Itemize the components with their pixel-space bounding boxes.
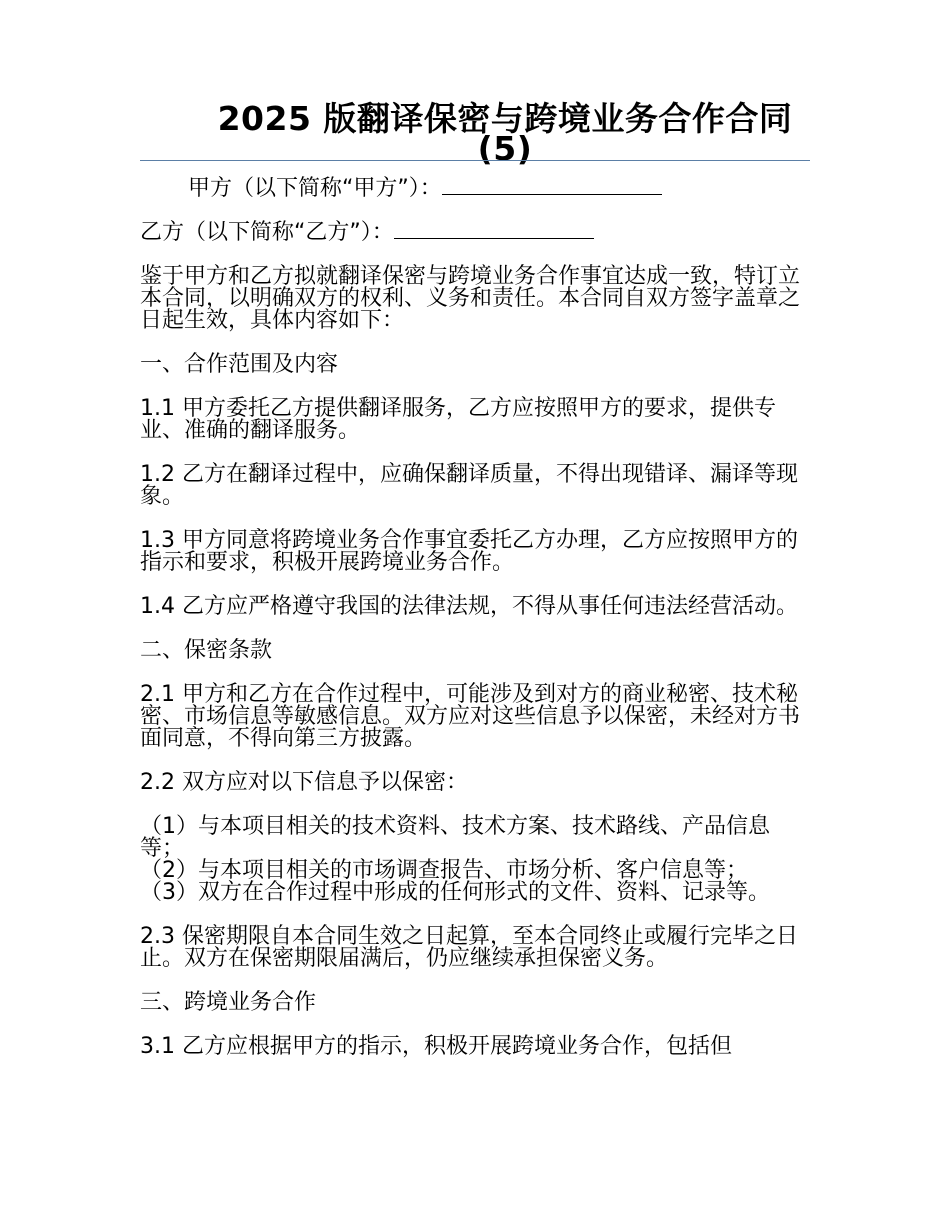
party-a-blank	[442, 180, 662, 195]
clause-2-3: 2.3 保密期限自本合同生效之日起算，至本合同终止或履行完毕之日止。双方在保密期限届满后，仍应继续承担保密义务。	[140, 924, 798, 971]
clause-3-1: 3.1 乙方应根据甲方的指示，积极开展跨境业务合作，包括但	[140, 1034, 732, 1059]
party-b-blank	[394, 224, 594, 239]
confidential-info-list	[140, 816, 810, 904]
clause-2-2: 2.2 双方应对以下信息予以保密：	[140, 770, 468, 795]
party-a-label: 甲方（以下简称“甲方”）：	[188, 176, 442, 201]
list-item: （2）与本项目相关的市场调查报告、市场分析、客户信息等；	[140, 858, 748, 883]
document-title: 2025 版翻译保密与跨境业务合作合同 (5)	[217, 99, 793, 168]
clause-1-4: 1.4 乙方应严格遵守我国的法律法规，不得从事任何违法经营活动。	[140, 594, 798, 619]
section-heading-2: 二、保密条款	[140, 638, 273, 663]
clause-2-1: 2.1 甲方和乙方在合作过程中，可能涉及到对方的商业秘密、技术秘密、市场信息等敏感信息。双方应对这些信息予以保密，未经对方书面同意，不得向第三方披露。	[140, 682, 801, 751]
document-body	[140, 178, 810, 1058]
clause-1-3: 1.3 甲方同意将跨境业务合作事宜委托乙方办理，乙方应按照甲方的指示和要求，积极开展跨境业务合作。	[140, 528, 798, 575]
clause-1-1: 1.1 甲方委托乙方提供翻译服务，乙方应按照甲方的要求，提供专业、准确的翻译服务。	[140, 396, 776, 443]
list-item: （1）与本项目相关的技术资料、技术方案、技术路线、产品信息等；	[140, 814, 770, 861]
title-divider	[140, 160, 810, 161]
party-a-line	[140, 178, 810, 200]
party-b-label: 乙方（以下简称“乙方”）：	[140, 220, 394, 245]
party-block	[140, 178, 810, 244]
section-heading-1: 一、合作范围及内容	[140, 352, 339, 377]
preamble-paragraph: 鉴于甲方和乙方拟就翻译保密与跨境业务合作事宜达成一致，特订立本合同，以明确双方的权利、义务和责任。本合同自双方签字盖章之日起生效，具体内容如下：	[140, 264, 801, 333]
party-b-line	[140, 222, 810, 244]
list-item: （3）双方在合作过程中形成的任何形式的文件、资料、记录等。	[140, 880, 770, 905]
clause-1-2: 1.2 乙方在翻译过程中，应确保翻译质量，不得出现错译、漏译等现象。	[140, 462, 798, 509]
section-heading-3: 三、跨境业务合作	[140, 990, 317, 1015]
